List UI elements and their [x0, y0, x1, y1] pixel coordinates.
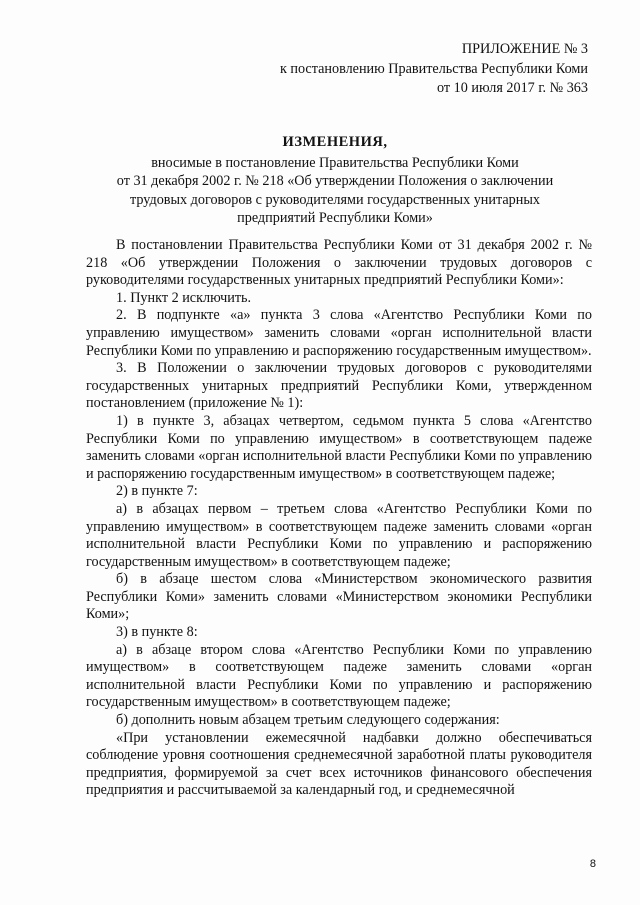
heading-line-1: вносимые в постановление Правительства Республики Коми	[151, 154, 519, 171]
paragraph-quoted-text: «При установлении ежемесячной надбавки должно обеспечиваться соблюдение уровня соотношения среднемесячной заработной платы руководителя предприятия, формируемой за счет всех источников финансового обеспечения предприятия и рассчитываемой за календарный год, и среднемесячной	[86, 729, 592, 799]
paragraph-subitem-3-2: 2) в пункте 7:	[116, 483, 198, 500]
paragraph-subitem-3-3-a: а) в абзаце втором слова «Агентство Республики Коми по управлению имуществом» в соответствующем падеже заменить словами «орган исполнительной власти Республики Коми по управлению и распоряжению государственным имуществом» в соответствующем падеже;	[86, 641, 592, 711]
paragraph-subitem-3-2-b: б) в абзаце шестом слова «Министерством экономического развития Республики Коми» заменить словами «Министерством экономики Республики Коми»;	[86, 571, 592, 623]
paragraph-item-2: 2. В подпункте «а» пункта 3 слова «Агентство Республики Коми по управлению имуществом» заменить словами «орган исполнительной власти Республики Коми по управлению и распоряжению государственным имуществом».	[86, 307, 592, 359]
paragraph-intro: В постановлении Правительства Республики Коми от 31 декабря 2002 г. № 218 «Об утверждении Положения о заключении трудовых договоров с руководителями государственных унитарных предприятий Республики Коми»:	[86, 237, 592, 289]
heading-line-2: от 31 декабря 2002 г. № 218 «Об утверждении Положения о заключении	[116, 173, 554, 189]
paragraph-item-3: 3. В Положении о заключении трудовых договоров с руководителями государственных унитарных предприятий Республики Коми, утвержденном постановлением (приложение № 1):	[86, 360, 592, 412]
page-number: 8	[589, 858, 596, 870]
annex-header	[280, 40, 588, 99]
paragraph-subitem-3-2-a: а) в абзацах первом – третьем слова «Агентство Республики Коми по управлению имуществом» в соответствующем падеже заменить словами «орган исполнительной власти Республики Коми по управлению и распоряжению государственным имуществом» в соответствующем падеже;	[86, 500, 592, 570]
paragraph-subitem-3-1: 1) в пункте 3, абзацах четвертом, седьмом пункта 5 слова «Агентство Республики Коми по управлению имуществом» в соответствующем падеже заменить словами «орган исполнительной власти Республики Коми по управлению и распоряжению государственным имуществом» в соответствующем падеже;	[86, 412, 592, 482]
document-title: ИЗМЕНЕНИЯ,	[282, 134, 388, 150]
paragraph-subitem-3-3: 3) в пункте 8:	[116, 624, 198, 641]
annex-reference: к постановлению Правительства Республики Коми	[279, 60, 588, 77]
heading-line-4: предприятий Республики Коми»	[237, 210, 433, 226]
annex-number: ПРИЛОЖЕНИЕ № 3	[461, 41, 588, 57]
document-body	[86, 237, 592, 800]
heading-line-3: трудовых договоров с руководителями государственных унитарных	[130, 191, 540, 208]
document-heading	[104, 133, 566, 228]
paragraph-subitem-3-3-b: б) дополнить новым абзацем третьим следующего содержания:	[116, 712, 500, 729]
annex-date: от 10 июля 2017 г. № 363	[437, 80, 588, 96]
paragraph-item-1: 1. Пункт 2 исключить.	[116, 289, 252, 306]
